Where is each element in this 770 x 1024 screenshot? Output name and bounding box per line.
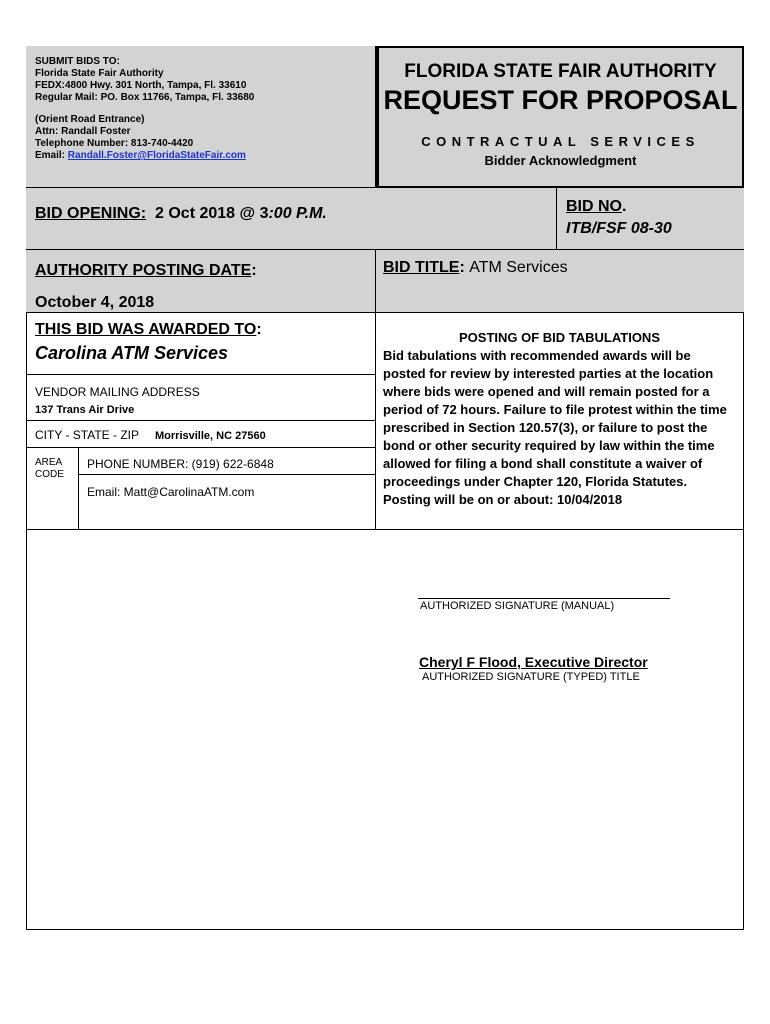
submit-telephone: Telephone Number: 813-740-4420 [35, 138, 194, 149]
csz-label: CITY - STATE - ZIP [35, 428, 140, 442]
awarded-vendor: Carolina ATM Services [35, 343, 229, 363]
code-label: CODE [35, 469, 64, 480]
bid-opening-label: BID OPENING: [35, 205, 147, 222]
request-title: REQUEST FOR PROPOSAL [383, 85, 738, 115]
posting-notice [376, 313, 744, 530]
bid-title [376, 250, 744, 313]
posting-date [26, 250, 376, 313]
submit-heading: SUBMIT BIDS TO: [35, 56, 120, 67]
signature-line [418, 598, 670, 599]
bid-number [556, 188, 744, 250]
city-state-zip [26, 421, 376, 448]
submit-email-link[interactable]: Randall.Foster@FloridaStateFair.com [67, 150, 246, 161]
posting-date-value: October 4, 2018 [35, 294, 155, 311]
bidder-acknowledgment: Bidder Acknowledgment [484, 153, 637, 168]
bid-opening [26, 188, 556, 250]
bid-no-punct: . [622, 198, 627, 215]
authority-title: FLORIDA STATE FAIR AUTHORITY [404, 61, 717, 82]
submit-fedex: FEDX:4800 Hwy. 301 North, Tampa, Fl. 33610 [35, 80, 247, 91]
submit-regular-mail: Regular Mail: PO. Box 11766, Tampa, Fl. 33680 [35, 92, 255, 103]
signature-typed-label: AUTHORIZED SIGNATURE (TYPED) TITLE [422, 671, 640, 683]
bid-title-colon: : [459, 259, 470, 276]
mailing-label: VENDOR MAILING ADDRESS [35, 385, 200, 399]
posting-body: Bid tabulations with recommended awards will be posted for review by interested parties at the location where bids were opened and will remain posted for a period of 72 hours. Failure to file protest within the time prescribed in Section 120.57(3), or failure to post the bond or other security required by law within the time allowed for filing a bond shall constitute a waiver of proceedings under Chapter 120, Florida Statutes. Posting will be on or about: 10/04/2018 [383, 348, 727, 507]
submit-bids-block [26, 46, 376, 188]
csz-value: Morrisville, NC 27560 [155, 430, 266, 442]
award-label: THIS BID WAS AWARDED TO [35, 321, 257, 338]
posting-heading: POSTING OF BID TABULATIONS [458, 330, 660, 345]
posting-date-label: AUTHORITY POSTING DATE [35, 262, 252, 279]
section-divider [26, 529, 744, 530]
mailing-value: 137 Trans Air Drive [35, 404, 135, 416]
bid-title-label: BID TITLE [383, 259, 460, 276]
bid-title-value: ATM Services [469, 259, 568, 276]
area-label: AREA [35, 457, 63, 468]
signature-manual-label: AUTHORIZED SIGNATURE (MANUAL) [420, 600, 615, 612]
submit-email-row [35, 150, 375, 162]
award-colon: : [256, 321, 262, 338]
signatory-name: Cheryl F Flood, Executive Director [419, 654, 648, 670]
title-block [376, 46, 744, 188]
bid-no-label: BID NO [566, 198, 622, 215]
vendor-email: Email: Matt@CarolinaATM.com [79, 475, 376, 530]
contractual-services: CONTRACTUAL SERVICES [421, 134, 700, 149]
submit-email-label: Email: [35, 150, 68, 161]
submit-entrance: (Orient Road Entrance) [35, 114, 145, 125]
phone-number: PHONE NUMBER: (919) 622-6848 [79, 448, 376, 475]
submit-org: Florida State Fair Authority [35, 68, 164, 79]
area-code [26, 448, 79, 530]
vendor-mailing-address [26, 375, 376, 421]
bid-no-value: ITB/FSF 08-30 [566, 220, 672, 237]
posting-date-colon: : [251, 262, 257, 279]
submit-attn: Attn: Randall Foster [35, 126, 131, 137]
bid-opening-value: 2 Oct 2018 @ 3 [155, 205, 269, 222]
award-block [26, 313, 376, 375]
bid-opening-time: :00 P.M. [268, 205, 327, 222]
